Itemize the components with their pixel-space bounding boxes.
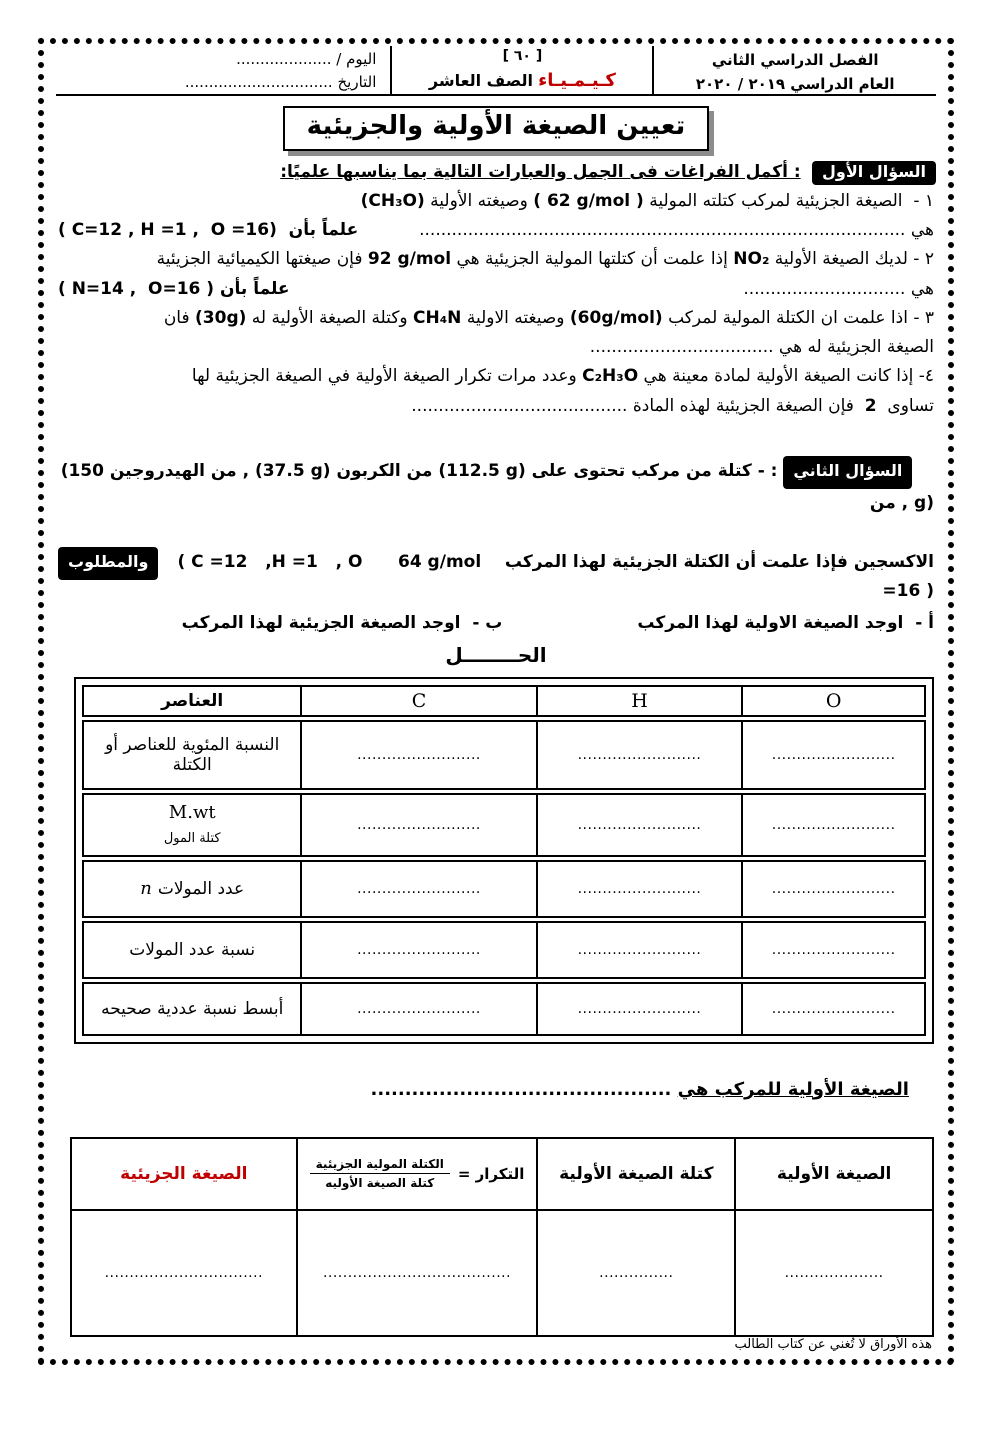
- q2-parts: [56, 609, 936, 638]
- solution-table: [74, 677, 934, 1044]
- page-title: تعيين الصيغة الأولية والجزيئية: [283, 106, 710, 151]
- result-table: [70, 1137, 934, 1337]
- subject-name: كـيـمـيـاء: [538, 70, 616, 91]
- subject-line: [398, 70, 646, 91]
- col-repetition-formula: [296, 1139, 537, 1209]
- row-simplest-ratio: [82, 982, 926, 1036]
- result-table-header: [72, 1139, 932, 1211]
- q1-item2-line1: ٢ - لديك الصيغة الأولية NO₂ إذا علمت أن كتلتها المولية الجزيئية هي 92 g/mol فإن صيغتها الكيميائية الجزيئية: [156, 249, 934, 270]
- row-mole-ratio-label: نسبة عدد المولات: [84, 923, 302, 977]
- q1-heading: [56, 161, 936, 185]
- q2-label: السؤال الثاني: [783, 456, 912, 489]
- molar-mass-symbol: M.wt: [168, 802, 216, 824]
- empirical-formula-blank: ............................................: [370, 1078, 678, 1100]
- blank-cell: .........................: [302, 984, 537, 1034]
- blank-cell: .........................: [538, 862, 744, 916]
- row-moles: [82, 860, 926, 918]
- blank-cell: .........................: [771, 1000, 896, 1017]
- blank-cell: ...............: [536, 1211, 734, 1335]
- fraction-numerator: الكتلة المولية الجزيئية: [310, 1157, 450, 1174]
- date-blank: ...............................: [184, 72, 333, 91]
- q1-item1-given: علماً بأن ( C=12 , H =1 , O =16): [58, 220, 359, 241]
- blank-cell: .........................: [538, 795, 744, 855]
- row-molar-mass-label: [84, 795, 302, 855]
- molar-mass-caption: كتلة المول: [163, 830, 221, 846]
- blank-cell: .........................: [302, 862, 537, 916]
- col-header-hydrogen: H: [538, 687, 744, 715]
- q1-item1-line2: [56, 216, 936, 245]
- q1-label: السؤال الأول: [812, 161, 936, 185]
- row-moles-label: [84, 862, 302, 916]
- footer-note: هذه الأوراق لا تُغني عن كتاب الطالب: [734, 1336, 932, 1352]
- col-molecular-formula: الصيغة الجزيئية: [120, 1163, 248, 1184]
- blank-cell: .........................: [302, 795, 537, 855]
- moles-caption: عدد المولات: [157, 878, 245, 899]
- q2-required-label: والمطلوب: [58, 547, 158, 580]
- marks-text: [ ٦٠ ]: [502, 48, 543, 64]
- header-date-block: [56, 46, 390, 94]
- q1-item2-answer-blank: هي ..............................: [743, 278, 934, 299]
- col-empirical-mass: كتلة الصيغة الأولية: [536, 1139, 734, 1209]
- blank-cell: .........................: [771, 746, 896, 763]
- blank-cell: .........................: [771, 816, 896, 833]
- empirical-formula-label: الصيغة الأولية للمركب هي: [677, 1078, 909, 1100]
- q1-item1-line1: ١ - الصيغة الجزيئية لمركب كتلته المولية ( 62 g/mol ) وصيغته الأولية (CH₃O): [360, 191, 934, 211]
- col-header-elements: العناصر: [84, 687, 302, 715]
- q1-item2-given: علماً بأن ( N=14 , O=16 ): [58, 278, 290, 299]
- year-text: العام الدراسي ٢٠١٩ / ٢٠٢٠: [695, 75, 895, 93]
- moles-symbol: n: [140, 878, 152, 900]
- header-subject-block: [390, 46, 654, 94]
- grade-name: الصف العاشر: [428, 71, 533, 90]
- blank-cell: .........................: [302, 722, 537, 788]
- q1-item2-line2: [56, 275, 936, 304]
- q1-item3-line2: الصيغة الجزيئية له هي ..................................: [589, 337, 934, 358]
- blank-cell: .........................: [538, 923, 744, 977]
- q1-item4-line1: ٤- إذا كانت الصيغة الأولية لمادة معينة هي C₂H₃O وعدد مرات تكرار الصيغة الأولية في الصيغة الجزيئية لها: [191, 366, 934, 387]
- row-mass-percent-label: النسبة المئوية للعناصر أو الكتلة: [84, 722, 302, 788]
- row-simplest-ratio-label: أبسط نسبة عددية صحيحه: [84, 984, 302, 1034]
- header-term-block: [654, 46, 936, 94]
- q2-line2: [56, 547, 936, 606]
- blank-cell: .........................: [302, 923, 537, 977]
- solution-heading: الحــــــــل: [445, 642, 547, 667]
- blank-cell: ......................................: [296, 1211, 537, 1335]
- blank-cell: ................................: [104, 1264, 264, 1281]
- q1-item3-line1: ٣ - اذا علمت ان الكتلة المولية لمركب (60g/mol) وصيغته الاولية CH₄N وكتلة الصيغة الأولية له (30g) فان: [163, 307, 934, 328]
- repetition-fraction: [310, 1157, 450, 1190]
- repetition-label: التكرار =: [457, 1164, 525, 1183]
- worksheet-page: [38, 38, 954, 1365]
- date-line: [62, 71, 376, 94]
- row-mass-percent: [82, 720, 926, 790]
- row-molar-mass: [82, 793, 926, 857]
- term-text: الفصل الدراسي الثاني: [711, 51, 879, 69]
- q1-item1-answer-blank: هي ..........................................................................................: [419, 220, 934, 241]
- blank-cell: .........................: [771, 880, 896, 897]
- q1-intro: : أكمل الفراغات فى الجمل والعبارات التالية بما يناسبها علميًا:: [280, 162, 801, 182]
- date-label: التاريخ: [337, 72, 377, 91]
- title-row: [56, 106, 936, 151]
- q2-text1: : - كتلة من مركب تحتوى على (112.5 g) من الكربون (37.5 g) , من الهيدروجين (150 g) , من: [54, 461, 934, 513]
- solution-table-header: [82, 685, 926, 717]
- result-table-blank-row: [72, 1211, 932, 1335]
- fraction-denominator: كتلة الصيغة الأوليه: [325, 1176, 435, 1191]
- col-header-oxygen: O: [825, 689, 842, 712]
- blank-cell: .........................: [538, 984, 744, 1034]
- q2-part-b: ب - اوجد الصيغة الجزيئية لهذا المركب: [181, 612, 503, 633]
- day-blank: ....................: [236, 50, 332, 68]
- q2-text2: الاكسجين فإذا علمت أن الكتلة الجزيئية لهذا المركب 64 g/mol ( C =12 ,H =1 , O =16 ): [171, 552, 934, 602]
- col-header-carbon: C: [302, 687, 537, 715]
- blank-cell: .........................: [538, 722, 744, 788]
- header: [56, 46, 936, 96]
- q2-part-a: أ - اوجد الصيغة الاولية لهذا المركب: [637, 612, 934, 633]
- blank-cell: .........................: [771, 941, 896, 958]
- day-label: اليوم /: [336, 50, 377, 68]
- row-mole-ratio: [82, 921, 926, 979]
- day-line: [62, 48, 376, 71]
- empirical-formula-line: [58, 1058, 934, 1121]
- q2-line1: [56, 427, 936, 547]
- q1-item4-line2: تساوى 2 فإن الصيغة الجزيئية لهذه المادة ........................................: [411, 395, 934, 416]
- col-empirical-formula: الصيغة الأولية: [734, 1139, 932, 1209]
- blank-cell: ....................: [734, 1211, 932, 1335]
